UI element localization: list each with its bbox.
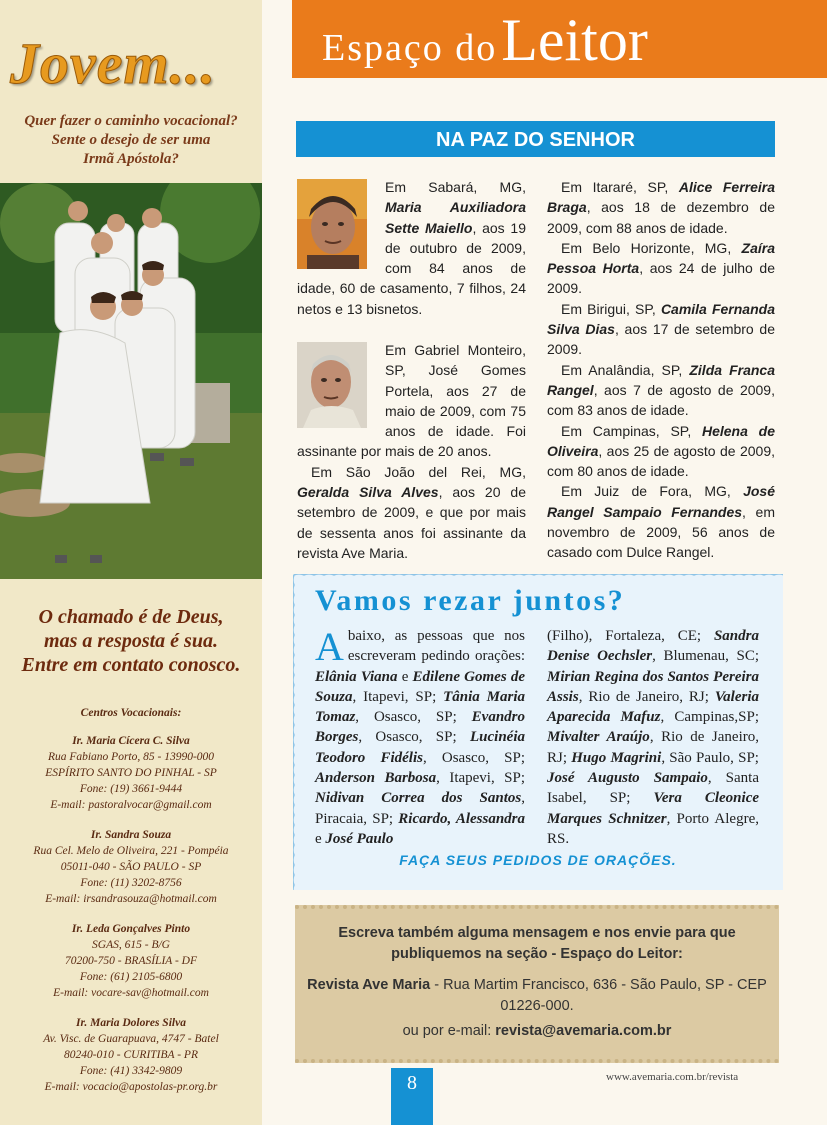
address-magazine: Revista Ave Maria	[307, 977, 431, 993]
section-banner	[292, 0, 827, 78]
person-name: Zilda Franca Rangel	[547, 361, 776, 398]
contact-line: 70200-750 - BRASÍLIA - DF	[64, 955, 197, 967]
contact-email[interactable]: E-mail: vocare-sav@hotmail.com	[53, 987, 209, 999]
person-name: Ricardo, Alessandra	[398, 810, 526, 827]
contact-email[interactable]: E-mail: irsandrasouza@hotmail.com	[45, 893, 217, 905]
prayer-text: baixo, as pessoas que nos escreveram pedindo orações: Elânia Viana e Edilene Gomes de Souza, Itapevi, SP; Tânia Maria Tomaz, Osasco, SP; Evandro Borges, Osasco, SP; Lucinéia Teodoro Fidélis, Osasco, SP; Anderson Barbosa, Itapevi, SP; Nidivan Correa dos Santos, Piracaia, SP; Ricardo, Alessandra e José Paulo	[315, 628, 526, 847]
call-line: Entre em contato conosco.	[21, 654, 241, 676]
sisters-photo	[0, 183, 262, 579]
jovem-title: Jovem...	[10, 31, 217, 96]
portrait-man	[297, 342, 367, 432]
contact-line: Rua Fabiano Porto, 85 - 13990-000	[47, 751, 215, 763]
contact-phone: Fone: (11) 3202-8756	[80, 877, 182, 889]
footer-url[interactable]: www.avemaria.com.br/revista	[606, 1071, 739, 1083]
person-name: Alice Ferreira Braga	[547, 179, 776, 216]
email-link[interactable]: revista@avemaria.com.br	[495, 1023, 672, 1039]
page-number: 8	[391, 1068, 433, 1125]
contact-line: ESPÍRITO SANTO DO PINHAL - SP	[45, 767, 217, 779]
prayer-box	[293, 574, 783, 890]
contact-line: Rua Cel. Melo de Oliveira, 221 - Pompéia	[33, 845, 229, 857]
left-sidebar	[0, 0, 262, 1125]
email-line	[295, 1023, 779, 1039]
contact-name: Ir. Maria Dolores Silva	[76, 1017, 186, 1029]
person-name: Sandra Denise Oechsler	[547, 628, 759, 665]
person-name: Helena de Oliveira	[547, 422, 775, 459]
centers-title: Centros Vocacionais:	[80, 707, 182, 719]
contact-line: SGAS, 615 - B/G	[92, 939, 170, 951]
person-name: Camila Fernanda Silva Dias	[547, 300, 775, 338]
mailing-address	[295, 975, 779, 1017]
contact-email[interactable]: E-mail: vocacio@apostolas-pr.org.br	[44, 1081, 218, 1093]
vocational-centers	[0, 705, 262, 1109]
person-name: Edilene Gomes de Souza	[315, 668, 525, 705]
email-prefix: ou por e-mail:	[402, 1023, 496, 1039]
obituary-text: Em Sabará, MG, Maria Auxiliadora Sette Maiello, aos 19 de outubro de 2009, com 84 anos de idade, 60 de casamento, 7 filhos, 24 netos e 13 bisnetos.	[297, 179, 526, 317]
person-name: José Paulo	[325, 830, 394, 847]
banner-title	[322, 6, 648, 75]
contact-block	[0, 921, 262, 1001]
question-line: Quer fazer o caminho vocacional?	[24, 113, 238, 129]
person-name: Elânia Viana	[315, 668, 398, 685]
vocation-call	[0, 605, 262, 677]
contact-name: Ir. Leda Gonçalves Pinto	[71, 923, 191, 935]
person-name: José Rangel Sampaio Fernandes	[547, 483, 775, 520]
obituary-text: Em Itararé, SP, Alice Ferreira Braga, aos 18 de dezembro de 2009, com 88 anos de idade. Em Belo Horizonte, MG, Zaíra Pessoa Horta, aos 24 de julho de 2009. Em Birigui, SP, Camila Fernanda Silva Dias, aos 17 de setembro de 2009. Em Analândia, SP, Zilda Franca Rangel, aos 7 de agosto de 2009, com 83 anos de idade. Em Campinas, SP, Helena de Oliveira, aos 25 de agosto de 2009, com 80 anos de idade. Em Juiz de Fora, MG, José Rangel Sampaio Fernandes, em novembro de 2009, 56 anos de casado com Dulce Rangel.	[547, 179, 776, 561]
call-line: mas a resposta é sua.	[44, 630, 218, 652]
person-name: Geralda Silva Alves	[297, 484, 439, 501]
drop-cap: A	[315, 624, 344, 669]
person-name: Mirian Regina dos Santos Pereira Assis	[547, 668, 759, 705]
obituary-text: Em Gabriel Monteiro, SP, José Gomes Portela, aos 27 de maio de 2009, com 75 anos de idade. Foi assinante por mais de 20 anos. Em São João del Rei, MG, Geralda Silva Alves, aos 20 de setembro de 2009, e que por mais de sessenta anos foi assinante da revista Ave Maria.	[297, 342, 526, 561]
contact-line: 05011-040 - SÃO PAULO - SP	[60, 861, 202, 873]
person-name: Anderson Barbosa	[315, 770, 437, 787]
contact-phone: Fone: (19) 3661-9444	[79, 783, 183, 795]
person-name: Vera Cleonice Marques Schnitzer	[547, 790, 760, 827]
contact-line: 80240-010 - CURITIBA - PR	[64, 1049, 198, 1061]
portrait-woman	[297, 179, 367, 269]
contact-block	[0, 1015, 262, 1095]
contact-name: Ir. Maria Cícera C. Silva	[72, 735, 190, 747]
contact-email[interactable]: E-mail: pastoralvocar@gmail.com	[50, 799, 212, 811]
person-name: Lucinéia Teodoro Fidélis	[315, 729, 525, 766]
question-line: Sente o desejo de ser uma	[51, 132, 211, 148]
person-name: Maria Auxiliadora Sette Maiello	[385, 199, 526, 236]
banner-title-small: Espaço do	[322, 27, 498, 69]
person-name: Nidivan Correa dos Santos	[315, 790, 522, 807]
banner-title-big: Leitor	[501, 7, 648, 73]
call-line: O chamado é de Deus,	[38, 606, 224, 628]
person-name: Hugo Magrini	[571, 749, 662, 766]
address-street: - Rua Martim Francisco, 636 - São Paulo, SP - CEP 01226-000.	[430, 977, 767, 1014]
contact-line: Av. Visc. de Guarapuava, 4747 - Batel	[43, 1033, 219, 1045]
contact-phone: Fone: (61) 2105-6800	[79, 971, 183, 983]
contact-name: Ir. Sandra Souza	[90, 829, 172, 841]
person-name: Evandro Borges	[315, 709, 525, 746]
obituary-column-1b	[297, 340, 526, 563]
contact-block	[0, 733, 262, 813]
prayer-text: (Filho), Fortaleza, CE; Sandra Denise Oechsler, Blumenau, SC; Mirian Regina dos Santos Pereira Assis, Rio de Janeiro, RJ; Valeria Aparecida Mafuz, Campinas,SP; Mivalter Araújo, Rio de Janeiro, RJ; Hugo Magrini, São Paulo, SP; José Augusto Sampaio, Santa Isabel, SP; Vera Cleonice Marques Schnitzer, Porto Alegre, RS.	[547, 628, 760, 847]
question-line: Irmã Apóstola?	[83, 151, 179, 167]
person-name: Tânia Maria Tomaz	[315, 688, 526, 726]
contact-phone: Fone: (41) 3342-9809	[79, 1065, 183, 1077]
person-name: José Augusto Sampaio	[547, 770, 708, 787]
vocation-question	[0, 112, 262, 169]
contact-block	[0, 827, 262, 907]
prayer-call-to-action: FAÇA SEUS PEDIDOS DE ORAÇÕES.	[399, 852, 677, 868]
person-name: Valeria Aparecida Mafuz	[547, 688, 759, 726]
obituary-column-1a	[297, 177, 526, 319]
obituary-heading: NA PAZ DO SENHOR	[296, 121, 775, 157]
obituary-column-2	[547, 177, 775, 563]
write-instructions: Escreva também alguma mensagem e nos envie para que publiquemos na seção - Espaço do Leitor:	[338, 925, 736, 962]
prayer-column-1	[315, 626, 525, 849]
prayer-title: Vamos rezar juntos?	[315, 584, 626, 617]
person-name: Mivalter Araújo	[547, 729, 650, 746]
person-name: Zaíra Pessoa Horta	[547, 239, 775, 277]
prayer-column-2	[547, 626, 759, 849]
write-to-us-box	[295, 905, 779, 1063]
